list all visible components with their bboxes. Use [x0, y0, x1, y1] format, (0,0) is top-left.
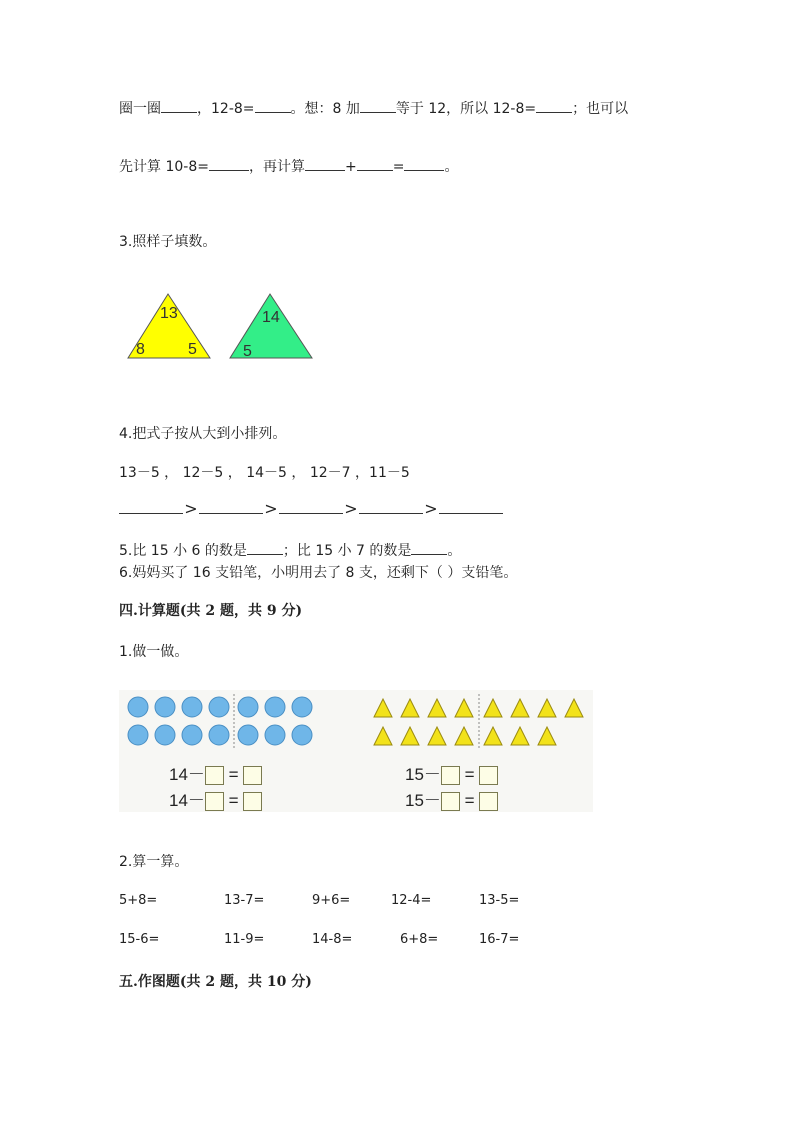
triangle-icon	[538, 727, 556, 745]
calc-item: 5+8=	[119, 893, 158, 908]
answer-blank[interactable]	[357, 158, 393, 171]
calc2-title: 2.算一算。	[119, 854, 189, 870]
calc-item: 12-4=	[391, 893, 432, 908]
q3-title: 3.照样子填数。	[119, 234, 217, 250]
calc-item: 9+6=	[312, 893, 351, 908]
greater-than-sign: >	[344, 499, 358, 518]
q2-line-1: 圈一圈 ，12-8= 。想：8 加 等于 12，所以 12-8= ；也可以	[119, 101, 629, 117]
triangle-icon	[511, 699, 529, 717]
triangle-icon	[401, 699, 419, 717]
yellow-right-number: 5	[188, 341, 197, 358]
circle-icon	[238, 725, 258, 745]
triangle-icon	[484, 727, 502, 745]
calc-item: 6+8=	[400, 932, 439, 947]
greater-than-sign: >	[264, 499, 278, 518]
circle-icon	[265, 725, 285, 745]
circle-icon	[292, 725, 312, 745]
answer-box[interactable]	[243, 792, 262, 811]
triangle-icon	[565, 699, 583, 717]
q4-expressions: 13－5 ， 12－5 ， 14－5 ， 12－7 ，11－5	[119, 465, 410, 481]
answer-box[interactable]	[441, 766, 460, 785]
answer-blank[interactable]	[404, 158, 444, 171]
greater-than-sign: >	[424, 499, 438, 518]
answer-blank[interactable]	[161, 100, 197, 113]
left-equation-2: 14－ =	[169, 786, 262, 811]
answer-blank[interactable]	[247, 542, 283, 555]
shapes-group	[119, 690, 593, 754]
calc-item: 13-5=	[479, 893, 520, 908]
q4-title: 4.把式子按从大到小排列。	[119, 426, 287, 442]
order-blank[interactable]	[119, 499, 183, 514]
triangle-icon	[455, 727, 473, 745]
circle-icon	[238, 697, 258, 717]
circles-group	[128, 697, 312, 745]
left-equation-1: 14－ =	[169, 760, 262, 785]
circle-icon	[265, 697, 285, 717]
green-top-number: 14	[262, 309, 280, 326]
counting-picture	[119, 690, 593, 812]
calc-item: 14-8=	[312, 932, 353, 947]
answer-box[interactable]	[205, 792, 224, 811]
circle-icon	[182, 725, 202, 745]
triangle-icon	[484, 699, 502, 717]
triangle-icon	[455, 699, 473, 717]
answer-box[interactable]	[243, 766, 262, 785]
circle-icon	[209, 725, 229, 745]
q5-line: 5.比 15 小 6 的数是 ；比 15 小 7 的数是 。	[119, 543, 462, 559]
answer-blank[interactable]	[255, 100, 291, 113]
triangle-icon	[401, 727, 419, 745]
yellow-left-number: 8	[136, 341, 145, 358]
circle-icon	[182, 697, 202, 717]
triangle-icon	[374, 727, 392, 745]
triangle-icon	[374, 699, 392, 717]
triangle-icon	[428, 727, 446, 745]
circle-icon	[155, 725, 175, 745]
calc-item: 15-6=	[119, 932, 160, 947]
answer-box[interactable]	[441, 792, 460, 811]
calc-item: 11-9=	[224, 932, 265, 947]
answer-box[interactable]	[479, 792, 498, 811]
circle-icon	[155, 697, 175, 717]
green-left-number: 5	[243, 343, 252, 360]
q2-line-2: 先计算 10-8= ，再计算 + = 。	[119, 159, 459, 175]
q4-order-row	[119, 499, 503, 518]
calc-item: 16-7=	[479, 932, 520, 947]
section-4-title: 四.计算题(共 2 题，共 9 分)	[119, 603, 303, 619]
answer-blank[interactable]	[536, 100, 572, 113]
triangle-icon	[511, 727, 529, 745]
right-equation-1: 15－ =	[405, 760, 498, 785]
circle-icon	[209, 697, 229, 717]
order-blank[interactable]	[439, 499, 503, 514]
answer-blank[interactable]	[209, 158, 249, 171]
section-5-title: 五.作图题(共 2 题，共 10 分)	[119, 974, 312, 990]
greater-than-sign: >	[184, 499, 198, 518]
calc-item: 13-7=	[224, 893, 265, 908]
order-blank[interactable]	[279, 499, 343, 514]
number-triangles	[122, 290, 322, 364]
calc1-title: 1.做一做。	[119, 644, 189, 660]
right-equation-2: 15－ =	[405, 786, 498, 811]
circle-icon	[292, 697, 312, 717]
circle-icon	[128, 697, 148, 717]
order-blank[interactable]	[199, 499, 263, 514]
answer-blank[interactable]	[411, 542, 447, 555]
circle-icon	[128, 725, 148, 745]
order-blank[interactable]	[359, 499, 423, 514]
answer-blank[interactable]	[360, 100, 396, 113]
answer-box[interactable]	[479, 766, 498, 785]
triangle-icon	[538, 699, 556, 717]
q6-line: 6.妈妈买了 16 支铅笔，小明用去了 8 支，还剩下（ ）支铅笔。	[119, 565, 518, 581]
answer-box[interactable]	[205, 766, 224, 785]
triangle-icon	[428, 699, 446, 717]
answer-blank[interactable]	[305, 158, 345, 171]
yellow-top-number: 13	[160, 305, 178, 322]
